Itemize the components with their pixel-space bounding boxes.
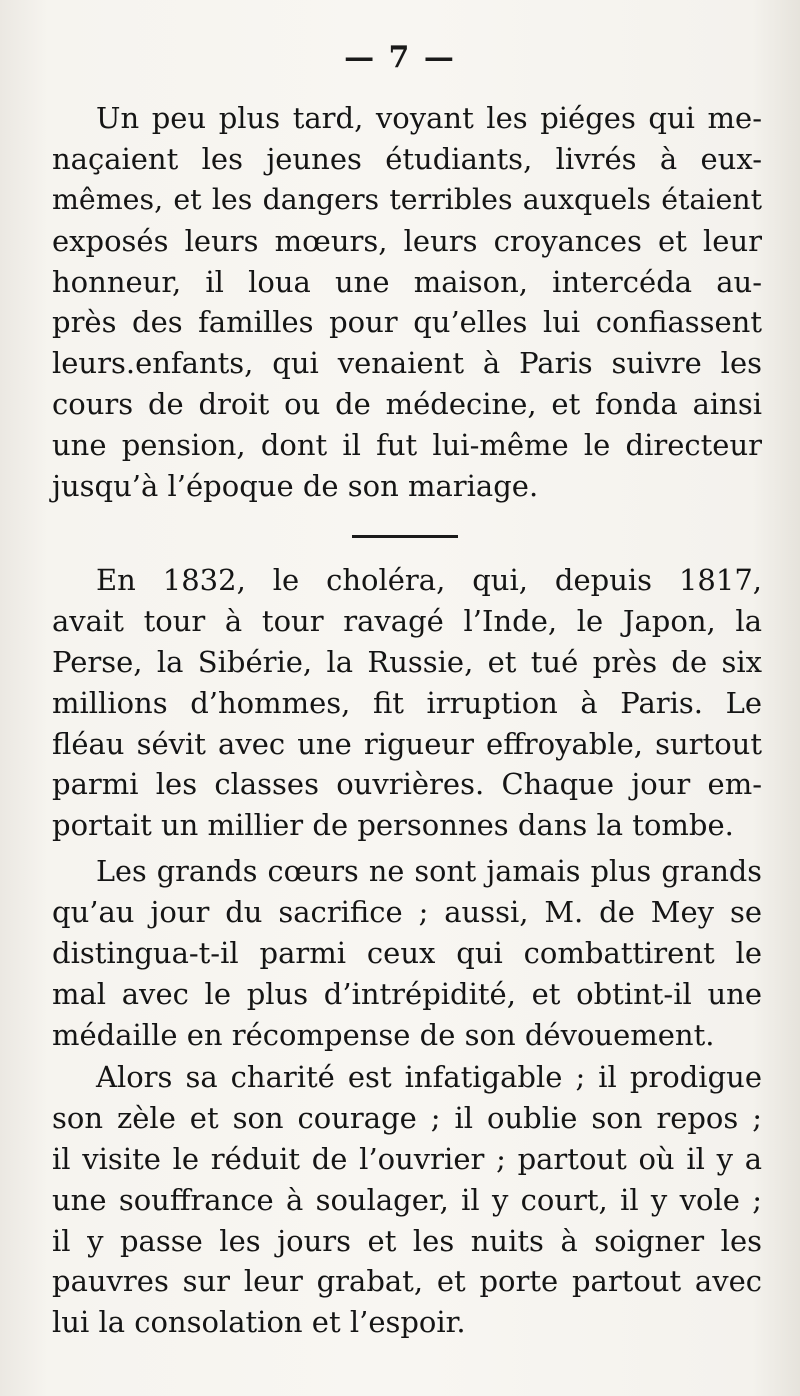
text-line: fléau sévit avec une rigueur effroyable, surtout	[52, 726, 762, 761]
text-line: avait tour à tour ravagé l’Inde, le Japon, la	[52, 603, 762, 638]
text-line: une pension, dont il fut lui-même le directeur	[52, 428, 762, 463]
text-line: qu’au jour du sacrifice ; aussi, M. de Mey se	[52, 894, 762, 929]
paragraph-4	[52, 1057, 762, 1343]
text-line: médaille en récompense de son dévouement.	[52, 1017, 715, 1052]
text-line: cours de droit ou de médecine, et fonda ainsi	[52, 387, 762, 422]
text-line: jusqu’à l’époque de son mariage.	[52, 469, 539, 504]
text-line: naçaient les jeunes étudiants, livrés à eux-	[52, 141, 762, 176]
text-line: son zèle et son courage ; il oublie son repos ;	[52, 1100, 762, 1135]
section-separator	[352, 535, 458, 538]
text-line: portait un millier de personnes dans la tombe.	[52, 808, 734, 843]
text-line: près des familles pour qu’elles lui confiassent	[52, 305, 762, 340]
text-line: distingua-t-il parmi ceux qui combattirent le	[52, 935, 762, 970]
paragraph-3	[52, 851, 762, 1055]
paragraph-2	[52, 560, 762, 846]
text-line: exposés leurs mœurs, leurs croyances et leur	[52, 223, 762, 258]
text-line: parmi les classes ouvrières. Chaque jour em-	[52, 767, 762, 802]
text-line: Un peu plus tard, voyant les piéges qui me-	[96, 101, 762, 135]
text-line: mal avec le plus d’intrépidité, et obtint-il une	[52, 976, 762, 1011]
text-line: lui la consolation et l’espoir.	[52, 1305, 466, 1340]
paragraph-1	[52, 98, 762, 507]
page-number: — 7 —	[344, 40, 456, 75]
text-line: Perse, la Sibérie, la Russie, et tué près de six	[52, 644, 762, 679]
text-line: Les grands cœurs ne sont jamais plus grands	[96, 854, 762, 888]
text-line: En 1832, le choléra, qui, depuis 1817,	[96, 563, 762, 597]
text-line: mêmes, et les dangers terribles auxquels étaient	[52, 182, 762, 216]
text-line: leurs.enfants, qui venaient à Paris suivre les	[52, 346, 762, 381]
text-line: Alors sa charité est infatigable ; il prodigue	[96, 1060, 762, 1094]
text-line: une souffrance à soulager, il y court, il y vole ;	[52, 1182, 762, 1217]
text-line: honneur, il loua une maison, intercéda au-	[52, 264, 762, 299]
text-line: millions d’hommes, fit irruption à Paris. Le	[52, 685, 762, 720]
text-line: il visite le réduit de l’ouvrier ; partout où il y a	[52, 1141, 762, 1176]
text-line: il y passe les jours et les nuits à soigner les	[52, 1223, 762, 1258]
text-line: pauvres sur leur grabat, et porte partout avec	[52, 1264, 762, 1299]
